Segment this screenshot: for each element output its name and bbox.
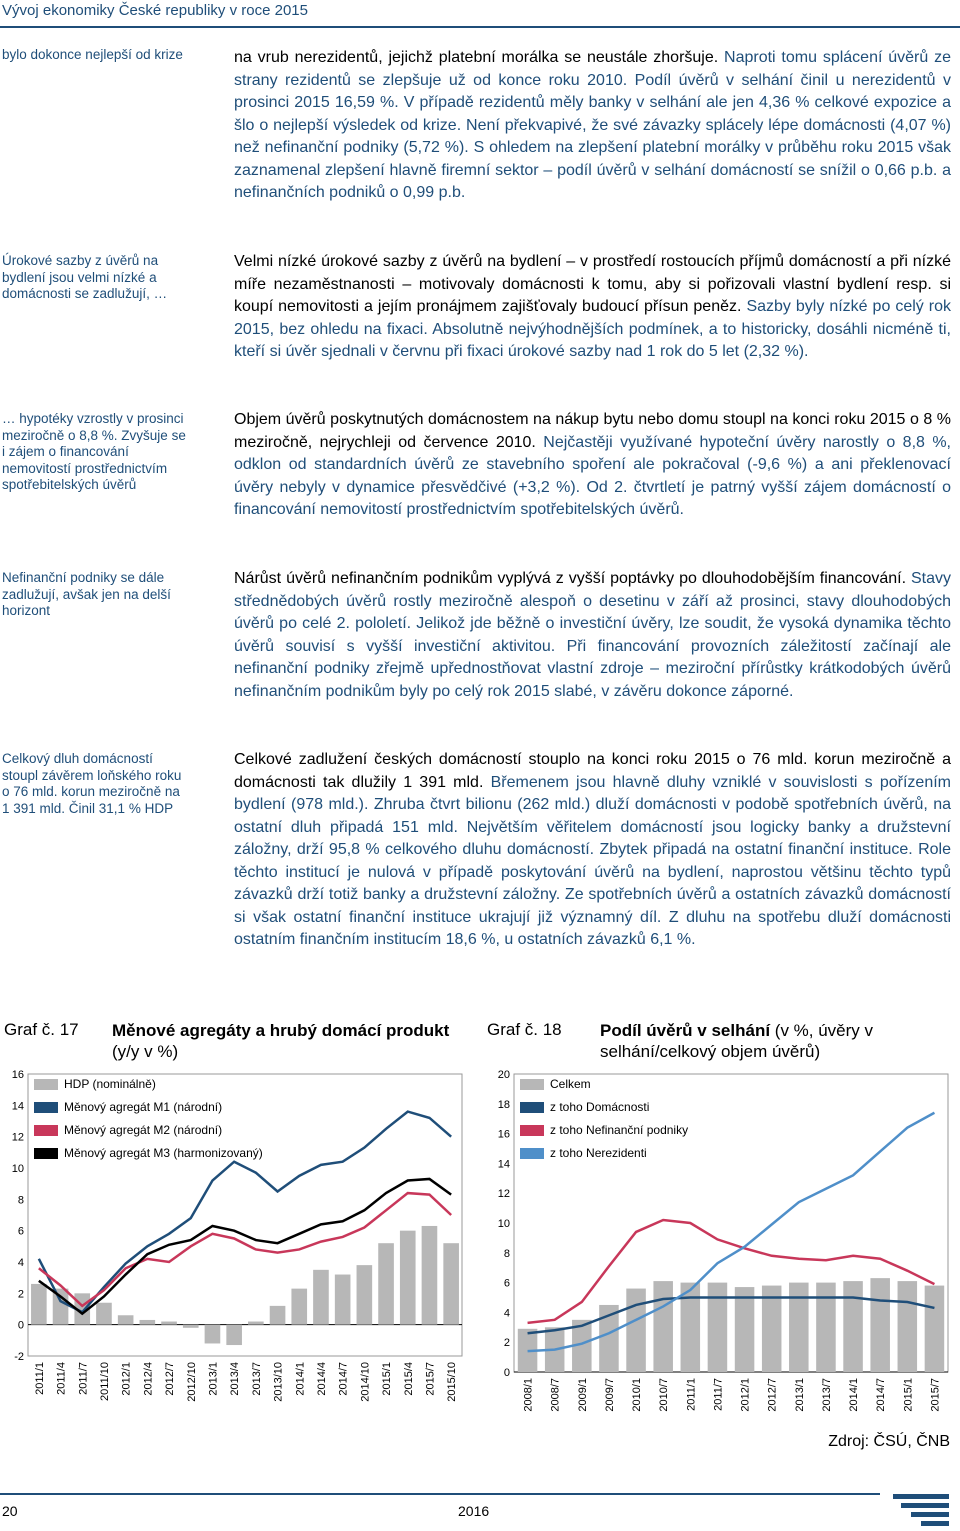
paragraph-1-highlight: Naproti tomu splácení úvěrů ze strany rezidentů se zlepšuje už od konce roku 2010. Podíl úvěrů v selhání činil u nerezidentů v prosinci 2015 16,59 %. V případě rezidentů měly banky v selhání ale jen 4,36 % celkové expozice a šlo o nejlepší výsledek od krize. Není překvapivé, že své závazky splácely lépe domácnosti (4,07 %) než nefinanční podniky (5,72 %). S ohledem na zlepšení platební morálky v průběhu roku 2015 však zaznamenal zlepšení hlavně firemní sektor – podíl úvěrů v selhání domácností se snížil o 0,66 p.b. a nefinančních podniků o 0,99 p.b. [234, 49, 951, 201]
y-tick-label: 6 [17, 1225, 24, 1238]
x-tick-label: 2011/7 [77, 1362, 90, 1395]
x-tick-label: 2011/7 [712, 1378, 725, 1411]
legend-swatch [520, 1102, 544, 1113]
bar-18-12 [843, 1281, 863, 1372]
y-tick-label: 2 [17, 1288, 24, 1301]
y-tick-label: 4 [17, 1257, 24, 1269]
y-tick-label: 4 [503, 1307, 510, 1320]
x-tick-label: 2012/10 [185, 1362, 198, 1402]
y-tick-label: 8 [17, 1194, 24, 1207]
x-tick-label: 2014/10 [359, 1362, 372, 1402]
paragraph-5-lead: Celkové zadlužení českých domácností stouplo na konci roku 2015 o 76 mld. korun meziročně a domácnosti tak dlužily 1 391 mld. [234, 751, 951, 791]
bar-18-11 [816, 1283, 836, 1372]
x-tick-label: 2013/1 [793, 1378, 806, 1412]
footer-year: 2016 [458, 1503, 490, 1519]
x-tick-label: 2012/1 [120, 1362, 133, 1396]
y-tick-label: -2 [14, 1351, 24, 1363]
margin-note-1: bylo dokonce nejlepší od krize [2, 47, 183, 62]
x-tick-label: 2013/10 [272, 1362, 285, 1402]
bar-17-0 [31, 1284, 47, 1325]
paragraph-4 [234, 568, 951, 703]
bar-18-6 [681, 1283, 701, 1372]
x-tick-label: 2013/7 [820, 1378, 833, 1412]
graf18-title-rest: (v %, úvěry v selhání/celkový objem úvěrů) [600, 1021, 874, 1061]
page-header-title: Vývoj ekonomiky České republiky v roce 2015 [2, 2, 308, 19]
x-tick-label: 2015/1 [381, 1362, 394, 1396]
bar-17-12 [291, 1289, 307, 1325]
y-tick-label: 20 [497, 1069, 510, 1081]
source-note: Zdroj: ČSÚ, ČNB [828, 1433, 950, 1450]
legend-label: z toho Nerezidenti [550, 1146, 647, 1160]
graf17-title [112, 1020, 452, 1062]
x-tick-label: 2011/1 [685, 1378, 698, 1411]
paragraph-5 [234, 749, 951, 952]
x-tick-label: 2011/1 [33, 1362, 46, 1395]
footer-rule [0, 1493, 880, 1495]
y-tick-label: 12 [497, 1188, 510, 1201]
bar-18-5 [653, 1281, 673, 1372]
x-tick-label: 2015/7 [929, 1378, 942, 1412]
paragraph-5-highlight: Břemenem jsou hlavně dluhy vzniklé v souvislosti s pořízením bydlení (978 mld.). Zhruba čtvrt bilionu (262 mld.) dluží domácnosti v podobě spotřebních úvěrů, na ostatní dluh připadá 151 mld. Největším věřitelem domácností jsou logicky banky a družstevní záložny, drží 95,8 % celkového dluhu domácností. Zbytek připadá na ostatní finanční instituce. Role těchto institucí je nulová v případě poskytování úvěrů na bydlení, naprostou většinu těchto typů závazků drží totiž banky a družstevní záložny. Ze spotřebních úvěrů a ostatních závazků domácností si však ostatní finanční instituce ukrajují již významný díl. Z dluhu na spotřebu dluží domácnosti ostatním finančním institucím 18,6 %, u ostatních závazků 6,1 %. [234, 773, 951, 948]
x-tick-label: 2008/1 [522, 1378, 535, 1412]
graf17-title-bold: Měnové agregáty a hrubý domácí produkt [112, 1021, 450, 1040]
paragraph-1-lead: na vrub nerezidentů, jejichž platební morálka se neustále zhoršuje. [234, 49, 725, 66]
legend-label: z toho Domácnosti [550, 1100, 650, 1114]
x-tick-label: 2012/1 [739, 1378, 752, 1412]
bar-17-7 [183, 1325, 199, 1328]
x-tick-label: 2011/4 [55, 1362, 68, 1395]
legend-label: HDP (nominálně) [64, 1077, 156, 1091]
bar-18-7 [708, 1283, 728, 1372]
x-tick-label: 2015/10 [446, 1362, 459, 1402]
bar-17-4 [118, 1315, 134, 1324]
plot-frame [28, 1074, 462, 1356]
x-tick-label: 2014/4 [315, 1362, 328, 1396]
header-rule [0, 26, 960, 28]
y-tick-label: 0 [503, 1367, 510, 1379]
bar-17-18 [422, 1226, 438, 1325]
margin-note-4: Nefinanční podniky se dále zadlužují, avšak jen na delší horizont [2, 570, 171, 618]
legend-label: Měnový agregát M2 (národní) [64, 1123, 223, 1137]
x-tick-label: 2015/4 [402, 1362, 415, 1396]
x-tick-label: 2014/1 [294, 1362, 307, 1396]
y-tick-label: 16 [497, 1128, 510, 1141]
margin-note-3: … hypotéky vzrostly v prosinci meziročně o 8,8 %. Zvyšuje se i zájem o financování nemovitostí prostřednictvím spotřebitelských úvěrů [2, 411, 186, 492]
y-tick-label: 0 [17, 1319, 24, 1332]
chart-monetary-aggregates [2, 1066, 470, 1431]
y-tick-label: 10 [497, 1218, 510, 1230]
bar-18-4 [626, 1289, 646, 1372]
paragraph-2 [234, 251, 951, 364]
x-tick-label: 2014/1 [848, 1378, 861, 1412]
bar-17-9 [226, 1325, 242, 1345]
y-tick-label: 14 [11, 1100, 24, 1113]
y-tick-label: 6 [503, 1277, 510, 1290]
x-tick-label: 2012/4 [142, 1362, 155, 1396]
legend-label: Celkem [550, 1077, 591, 1091]
paragraph-3 [234, 409, 951, 522]
bar-17-3 [96, 1303, 112, 1325]
legend-swatch [34, 1125, 58, 1136]
x-tick-label: 2009/7 [603, 1378, 616, 1412]
csu-logo-icon [893, 1488, 953, 1528]
bar-17-5 [140, 1320, 156, 1325]
x-tick-label: 2013/1 [207, 1362, 220, 1396]
bar-18-15 [925, 1286, 945, 1372]
bar-17-6 [161, 1322, 177, 1325]
paragraph-1 [234, 47, 951, 205]
bar-17-11 [270, 1306, 286, 1325]
bar-17-14 [335, 1275, 351, 1325]
paragraph-3-lead: Objem úvěrů poskytnutých domácnostem na nákup bytu nebo domu stoupl na konci roku 2015 o 8 % meziročně, nejrychleji od července 2010. [234, 411, 951, 451]
bar-17-8 [205, 1325, 221, 1344]
bar-18-14 [898, 1281, 918, 1372]
chart-nonperforming-loans [486, 1066, 956, 1431]
legend-swatch [520, 1079, 544, 1090]
x-tick-label: 2015/7 [424, 1362, 437, 1396]
x-tick-label: 2014/7 [337, 1362, 350, 1396]
y-tick-label: 10 [11, 1163, 24, 1175]
graf18-label: Graf č. 18 [487, 1020, 562, 1039]
x-tick-label: 2012/7 [164, 1362, 177, 1396]
bar-18-10 [789, 1283, 809, 1372]
x-tick-label: 2013/7 [250, 1362, 263, 1396]
paragraph-3-highlight: Nejčastěji využívané hypoteční úvěry narostly o 8,8 %, odklon od standardních úvěrů ze stavebního spoření ale pokračoval (-9,6 %) a ani překlenovací úvěry nebyly v dynamice přesvědčivé (+3,2 %). Od 2. čtvrtletí je patrný vyšší zájem domácností o financování nemovitostí prostřednictvím spotřebitelských úvěrů. [234, 433, 952, 518]
legend-swatch [520, 1125, 544, 1136]
legend-label: z toho Nefinanční podniky [550, 1123, 689, 1137]
x-tick-label: 2010/7 [658, 1378, 671, 1412]
graf17-title-rest: (y/y v %) [112, 1042, 179, 1061]
legend-swatch [34, 1102, 58, 1113]
legend-label: Měnový agregát M3 (harmonizovaný) [64, 1146, 263, 1160]
bar-17-19 [443, 1243, 459, 1324]
x-tick-label: 2014/7 [875, 1378, 888, 1412]
graf18-title-bold: Podíl úvěrů v selhání [600, 1021, 771, 1040]
y-tick-label: 18 [497, 1098, 510, 1111]
bar-17-17 [400, 1231, 416, 1325]
paragraph-2-lead: Velmi nízké úrokové sazby z úvěrů na bydlení – v prostředí rostoucích příjmů domácností a při nízké míře nezaměstnanosti – motivovaly domácnosti k tomu, aby si pořizovali vlastní bydlení resp. si koupí nemovitosti a jejím pronájmem zajišťovaly budoucí přísun peněz. [234, 253, 951, 315]
bar-18-8 [735, 1287, 755, 1372]
paragraph-4-lead: Nárůst úvěrů nefinančním podnikům vyplývá z vyšší poptávky po dlouhodobějším financování. [234, 570, 911, 587]
legend-label: Měnový agregát M1 (národní) [64, 1100, 223, 1114]
graf17-label: Graf č. 17 [4, 1020, 79, 1039]
y-tick-label: 8 [503, 1247, 510, 1260]
x-tick-label: 2008/7 [549, 1378, 562, 1412]
legend-swatch [34, 1079, 58, 1090]
footer-page-number: 20 [2, 1503, 18, 1519]
x-tick-label: 2010/1 [631, 1378, 644, 1412]
legend-swatch [520, 1148, 544, 1159]
margin-note-5: Celkový dluh domácností stoupl závěrem loňského roku o 76 mld. korun meziročně na 1 391 mld. Činil 31,1 % HDP [2, 751, 182, 816]
bar-18-13 [870, 1278, 890, 1372]
x-tick-label: 2015/1 [902, 1378, 915, 1412]
paragraph-2-highlight: Sazby byly nízké po celý rok 2015, bez ohledu na fixaci. Absolutně nejvýhodnějších podmínek, a to historicky, dosáhli nicméně ti, kteří si úvěr sjednali v červnu při fixaci úrokové sazby nad 1 rok do 5 let (2,32 %). [234, 298, 951, 360]
bar-17-16 [378, 1243, 394, 1324]
margin-note-2: Úrokové sazby z úvěrů na bydlení jsou velmi nízké a domácnosti se zadlužují, … [2, 253, 168, 301]
bar-17-10 [248, 1322, 264, 1325]
paragraph-4-highlight: Stavy střednědobých úvěrů rostly meziročně alespoň o desetinu v září až prosinci, stavy dlouhodobých úvěrů po celé 2. pololetí. Jelikož jde běžně o investiční úvěry, lze soudit, že vysoká dynamika těchto úvěrů souvisí s vyšší investiční aktivitou. Při financování provozních záležitostí začínají ale nefinanční podniky zřejmě upřednostňovat vlastní zdroje – meziroční přírůstky krátkodobých úvěrů nefinančním podnikům byly po celý rok 2015 slabé, v závěru dokonce záporné. [234, 570, 951, 700]
y-tick-label: 2 [503, 1337, 510, 1350]
graf18-title [600, 1020, 940, 1062]
y-tick-label: 14 [497, 1158, 510, 1171]
x-tick-label: 2012/7 [766, 1378, 779, 1412]
x-tick-label: 2013/4 [229, 1362, 242, 1396]
x-tick-label: 2011/10 [98, 1362, 111, 1401]
y-tick-label: 12 [11, 1131, 24, 1144]
y-tick-label: 16 [11, 1069, 24, 1081]
legend-swatch [34, 1148, 58, 1159]
bar-17-15 [357, 1265, 373, 1325]
x-tick-label: 2009/1 [576, 1378, 589, 1412]
bar-17-13 [313, 1270, 329, 1325]
